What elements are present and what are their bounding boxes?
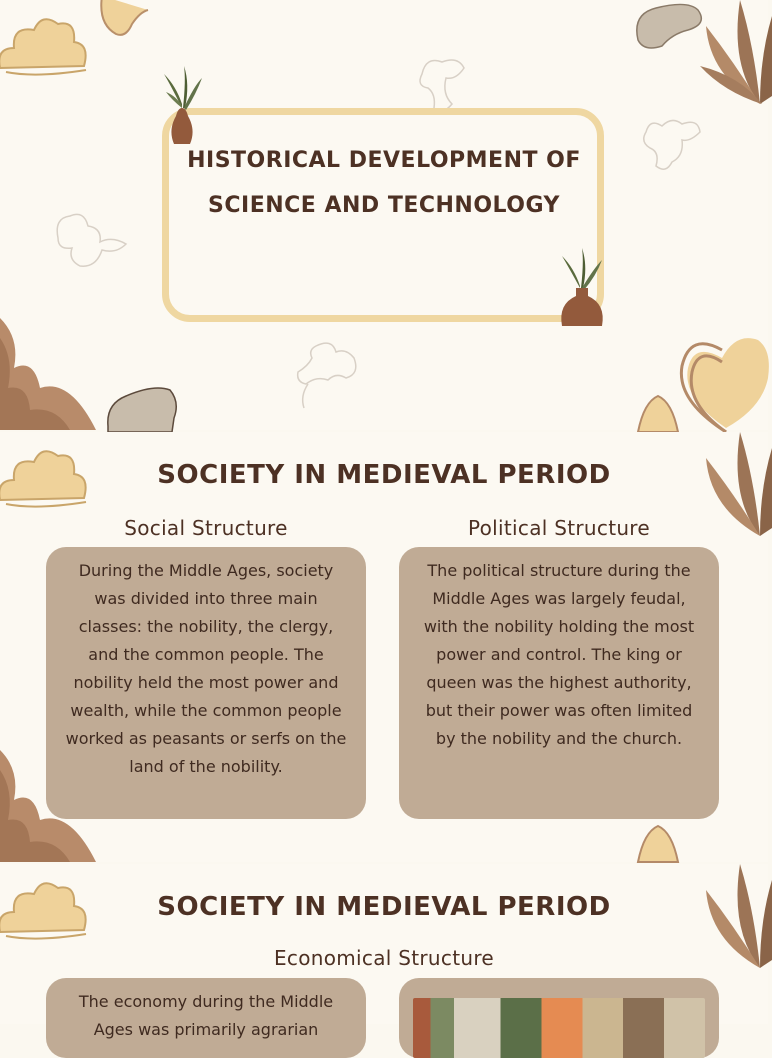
squiggle-icon <box>50 208 132 274</box>
political-structure-card <box>399 547 719 819</box>
political-structure-heading: Political Structure <box>468 516 650 540</box>
economical-structure-heading: Economical Structure <box>273 946 495 970</box>
economical-structure-card <box>46 978 366 1058</box>
title-slide <box>0 0 768 430</box>
squiggle-icon <box>290 338 362 412</box>
cloud-icon <box>0 8 92 74</box>
section-title: SOCIETY IN MEDIEVAL PERIOD <box>157 892 611 922</box>
wave-hill-icon <box>636 392 680 432</box>
title-line-1: HISTORICAL DEVELOPMENT OF <box>187 148 581 173</box>
leaf-bundle-icon <box>700 0 772 108</box>
pebble-icon <box>632 0 706 50</box>
title-line-2: SCIENCE AND TECHNOLOGY <box>208 193 560 218</box>
wave-hill-icon <box>0 318 96 432</box>
squiggle-icon <box>638 112 708 176</box>
social-structure-heading: Social Structure <box>124 516 288 540</box>
market-photo-card <box>399 978 719 1058</box>
market-photo <box>413 998 705 1058</box>
social-structure-card <box>46 547 366 819</box>
section-title: SOCIETY IN MEDIEVAL PERIOD <box>157 460 611 490</box>
pebble-icon <box>104 382 180 432</box>
page-title <box>170 138 598 228</box>
plant-vase-icon <box>162 64 204 146</box>
plant-vase-icon <box>558 244 606 328</box>
political-structure-text: The political structure during the Middle Ages was largely feudal, with the nobility holding the most power and control. The king or queen was the highest authority, but their power was often limited by the nobility and the church. <box>423 561 695 748</box>
wave-hill-icon <box>96 0 152 42</box>
social-structure-text: During the Middle Ages, society was divided into three main classes: the nobility, the clergy, and the common people. The nobility held the most power and wealth, while the common people worked as peasants or serfs on the land of the nobility. <box>65 561 347 776</box>
heart-arc-icon <box>676 328 768 432</box>
wave-hill-icon <box>636 822 680 862</box>
social-political-slide <box>0 432 768 862</box>
economical-slide <box>0 864 768 1039</box>
economical-structure-text: The economy during the Middle Ages was primarily agrarian <box>78 992 334 1039</box>
